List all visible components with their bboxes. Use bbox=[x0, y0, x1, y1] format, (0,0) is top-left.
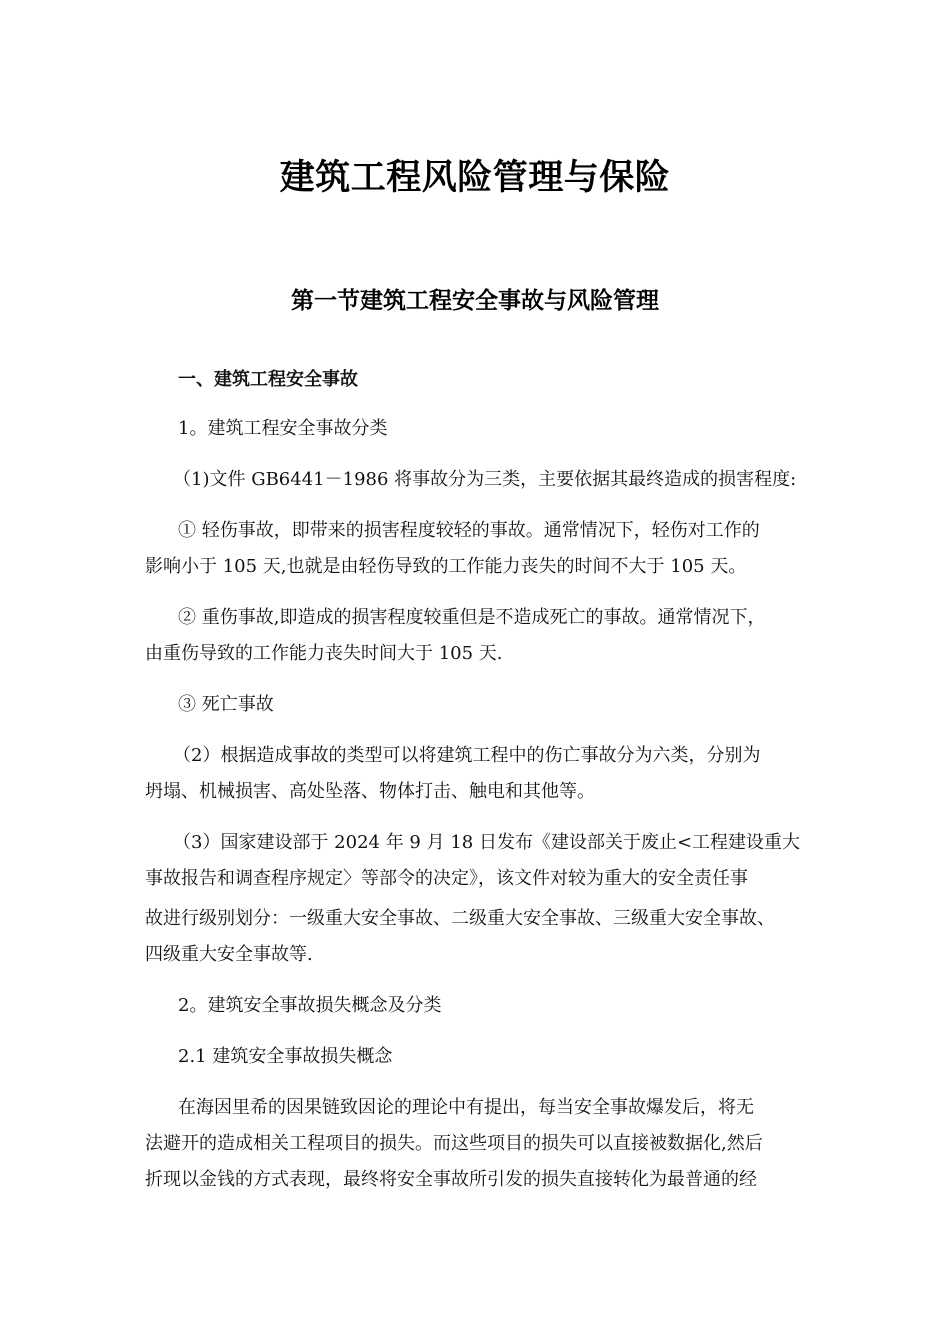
paragraph-6-line-2: 事故报告和调查程序规定〉等部令的决定》，该文件对较为重大的安全责任事 bbox=[145, 868, 748, 889]
paragraph-1: （1)文件 GB6441－1986 将事故分为三类，主要依据其最终造成的损害程度: bbox=[173, 469, 797, 490]
item-2-1: 2.1 建筑安全事故损失概念 bbox=[178, 1046, 393, 1067]
paragraph-7-line-3: 折现以金钱的方式表现，最终将安全事故所引发的损失直接转化为最普通的经 bbox=[145, 1169, 757, 1190]
paragraph-7-line-1: 在海因里希的因果链致因论的理论中有提出，每当安全事故爆发后，将无 bbox=[178, 1097, 754, 1118]
item-1: 1。建筑工程安全事故分类 bbox=[178, 418, 388, 439]
paragraph-5-line-1: （2）根据造成事故的类型可以将建筑工程中的伤亡事故分为六类，分别为 bbox=[173, 745, 761, 766]
heading-1: 一、建筑工程安全事故 bbox=[178, 369, 358, 390]
paragraph-5-line-2: 坍塌、机械损害、高处坠落、物体打击、触电和其他等。 bbox=[145, 781, 595, 802]
paragraph-7-line-2: 法避开的造成相关工程项目的损失。而这些项目的损失可以直接被数据化,然后 bbox=[145, 1133, 763, 1154]
paragraph-2-line-1: ① 轻伤事故，即带来的损害程度较轻的事故。通常情况下，轻伤对工作的 bbox=[178, 520, 760, 541]
paragraph-3-line-2: 由重伤导致的工作能力丧失时间大于 105 天. bbox=[145, 643, 503, 664]
paragraph-6-line-1: （3）国家建设部于 2024 年 9 月 18 日发布《建设部关于废止<工程建设重大 bbox=[173, 832, 801, 853]
paragraph-6-line-4: 四级重大安全事故等. bbox=[145, 944, 313, 965]
document-title: 建筑工程风险管理与保险 bbox=[279, 157, 671, 198]
paragraph-4: ③ 死亡事故 bbox=[178, 694, 274, 715]
section-title: 第一节建筑工程安全事故与风险管理 bbox=[291, 287, 659, 314]
item-2: 2。建筑安全事故损失概念及分类 bbox=[178, 995, 442, 1016]
paragraph-6-line-3: 故进行级别划分：一级重大安全事故、二级重大安全事故、三级重大安全事故、 bbox=[145, 908, 775, 929]
paragraph-2-line-2: 影响小于 105 天,也就是由轻伤导致的工作能力丧失的时间不大于 105 天。 bbox=[145, 556, 747, 577]
paragraph-3-line-1: ② 重伤事故,即造成的损害程度较重但是不造成死亡的事故。通常情况下， bbox=[178, 607, 766, 628]
